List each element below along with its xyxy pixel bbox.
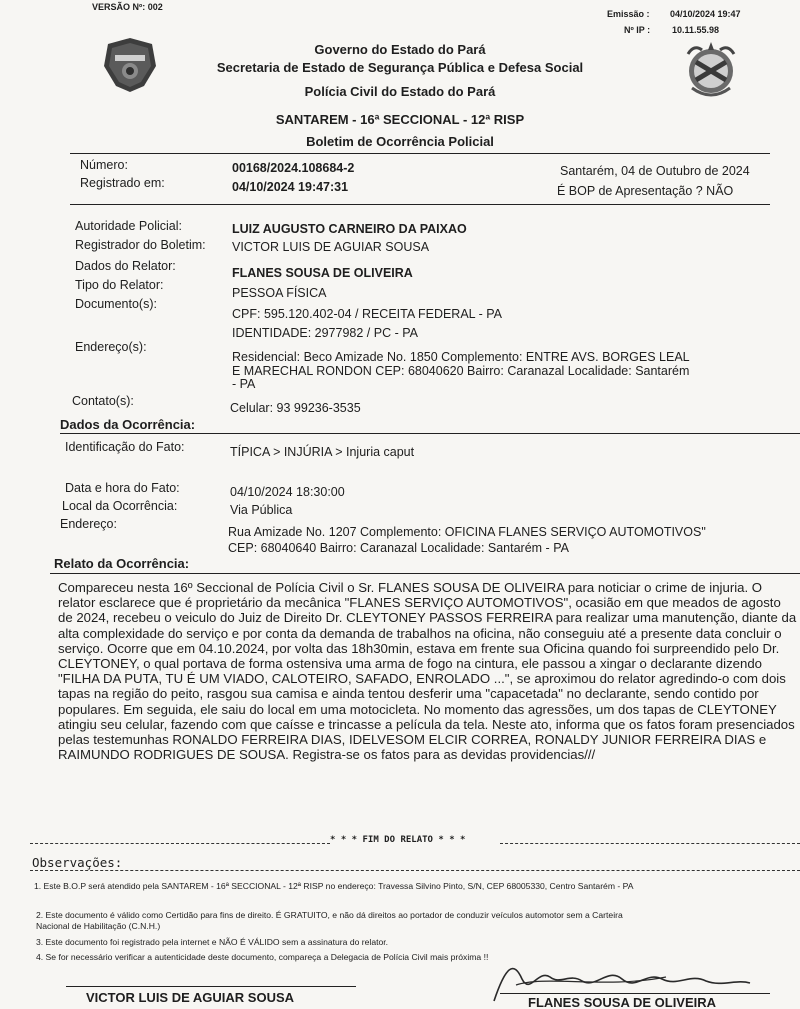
numero-label: Número:: [80, 158, 128, 172]
fim-do-relato: * * * FIM DO RELATO * * *: [330, 835, 466, 845]
endereco-line-2: E MARECHAL RONDON CEP: 68040620 Bairro: Caranazal Localidade: Santarém: [232, 364, 690, 378]
observacao-4: 4. Se for necessário verificar a autenticidade deste documento, compareça a Delegacia de Polícia Civil mais próxima !!: [36, 952, 489, 962]
endereco-label: Endereço(s):: [75, 340, 147, 354]
observacoes-title: Observações:: [32, 855, 123, 870]
registrador-value: VICTOR LUIS DE AGUIAR SOUSA: [232, 240, 430, 254]
local-ocorrencia-value: Via Pública: [230, 503, 293, 517]
data-fato-value: 04/10/2024 18:30:00: [230, 485, 345, 499]
endereco-ocorrencia-line-2: CEP: 68040640 Bairro: Caranazal Localidade: Santarém - PA: [228, 541, 569, 555]
header-boletim-title: Boletim de Ocorrência Policial: [306, 134, 494, 149]
header-government: Governo do Estado do Pará: [314, 42, 486, 57]
registrador-label: Registrador do Boletim:: [75, 238, 206, 252]
registro-divider: [70, 204, 770, 205]
signature-line-right: [500, 993, 770, 994]
fim-left-dashes: [30, 843, 330, 844]
cpf-value: CPF: 595.120.402-04 / RECEITA FEDERAL - PA: [232, 307, 503, 321]
local-data: Santarém, 04 de Outubro de 2024: [560, 164, 750, 178]
numero-value: 00168/2024.108684-2: [232, 161, 355, 175]
bop-apresentacao: É BOP de Apresentação ? NÃO: [557, 184, 734, 198]
ip-label: Nº IP :: [624, 25, 651, 35]
ocorrencia-section-title: Dados da Ocorrência:: [60, 417, 196, 432]
autoridade-label: Autoridade Policial:: [75, 219, 183, 233]
header-seccional: SANTAREM - 16ª SECCIONAL - 12ª RISP: [275, 112, 525, 127]
emission-value: 04/10/2024 19:47: [670, 9, 741, 19]
fato-value: TÍPICA > INJÚRIA > Injuria caput: [230, 445, 415, 459]
fato-label: Identificação do Fato:: [65, 440, 185, 454]
endereco-line-1: Residencial: Beco Amizade No. 1850 Complemento: ENTRE AVS. BORGES LEAL: [232, 350, 690, 364]
signature-name-left: VICTOR LUIS DE AGUIAR SOUSA: [86, 990, 295, 1005]
identidade-value: IDENTIDADE: 2977982 / PC - PA: [232, 326, 418, 340]
contato-label: Contato(s):: [72, 394, 134, 408]
signature-name-right: FLANES SOUSA DE OLIVEIRA: [528, 995, 717, 1009]
contato-value: Celular: 93 99236-3535: [230, 401, 361, 415]
header-divider: [70, 153, 770, 154]
ip-value: 10.11.55.98: [672, 25, 720, 35]
endereco-ocorrencia-label: Endereço:: [60, 517, 117, 531]
registrado-label: Registrado em:: [80, 176, 165, 190]
relato-text: Compareceu nesta 16º Seccional de Polícia Civil o Sr. FLANES SOUSA DE OLIVEIRA para noticiar o crime de injuria. O relator esclarece que é proprietário da mecânica "FLANES SERVIÇO AUTOMOTIVOS", ocasião em que meados de agosto de 2024, recebeu o veiculo do Juiz de Direito Dr. CLEYTONEY PASSOS FERREIRA para realizar uma manutenção, diante da alta complexidade do serviço e por conta da demanda de trabalhos na oficina, não conseguiu até a presente data concluir o serviço. Ocorre que em 04.10.2024, por volta das 18h30min, estava em frente sua Oficina quando foi surpreendido pelo Dr. CLEYTONEY, o qual portava de forma ostensiva uma arma de fogo na cintura, ele passou a xingar o declarante dizendo "FILHA DA PUTA, TU É UM VIADO, CALOTEIRO, SAFADO, ENROLADO ...", se aproximou do relator agredindo-o com dois tapas na região do peito, rasgou sua camisa e ainda tentou desferir uma "capacetada" no declarante, sendo contido por populares. Em seguida, ele saiu do local em uma motocicleta. No momento das agressões, um dos tapas de CLEYTONEY atingiu seu celular, fazendo com que caísse e trincasse a película da tela. Neste ato, informa que os fatos foram presenciados pelas testemunhas RONALDO FERREIRA DIAS, IDELVESOM ELCIR CORREA, RONALDY JUNIOR FERREIRA DIAS e RAIMUNDO RODRIGUES DE SOUSA. Registra-se os fatos para as devidas providencias///: [58, 580, 797, 763]
tipo-relator-label: Tipo do Relator:: [75, 278, 164, 292]
header-secretaria: Secretaria de Estado de Segurança Pública e Defesa Social: [216, 60, 584, 75]
relator-value: FLANES SOUSA DE OLIVEIRA: [232, 266, 413, 280]
endereco-line-3: - PA: [232, 377, 256, 391]
ocorrencia-divider: [60, 433, 800, 434]
header-policia-civil: Polícia Civil do Estado do Pará: [304, 84, 496, 99]
relato-section-title: Relato da Ocorrência:: [54, 556, 190, 571]
emission-label: Emissão :: [607, 9, 650, 19]
fim-right-dashes: [500, 843, 800, 844]
signature-line-left: [66, 986, 356, 987]
relator-label: Dados do Relator:: [75, 259, 176, 273]
observacao-2-cont: Nacional de Habilitação (C.N.H.): [36, 921, 161, 931]
tipo-relator-value: PESSOA FÍSICA: [232, 286, 327, 300]
observacoes-top-dashes: [30, 870, 800, 871]
observacao-1: 1. Este B.O.P será atendido pela SANTAREM - 16ª SECCIONAL - 12ª RISP no endereço: Travessa Silvino Pinto, S/N, CEP 68005330, Centro Santarém - PA: [34, 881, 634, 891]
data-fato-label: Data e hora do Fato:: [65, 481, 180, 495]
local-ocorrencia-label: Local da Ocorrência:: [62, 499, 178, 513]
version-number: VERSÃO Nº: 002: [92, 2, 163, 12]
observacao-3: 3. Este documento foi registrado pela internet e NÃO É VÁLIDO sem a assinatura do relator.: [36, 937, 389, 947]
documentos-label: Documento(s):: [75, 297, 157, 311]
observacao-2: 2. Este documento é válido como Certidão para fins de direito. É GRATUITO, e não dá direitos ao portador de conduzir veículos automotor sem a Carteira: [36, 910, 623, 920]
relato-divider: [50, 573, 800, 574]
registrado-value: 04/10/2024 19:47:31: [232, 180, 349, 194]
endereco-ocorrencia-line-1: Rua Amizade No. 1207 Complemento: OFICINA FLANES SERVIÇO AUTOMOTIVOS": [228, 525, 706, 539]
autoridade-value: LUIZ AUGUSTO CARNEIRO DA PAIXAO: [232, 222, 467, 236]
